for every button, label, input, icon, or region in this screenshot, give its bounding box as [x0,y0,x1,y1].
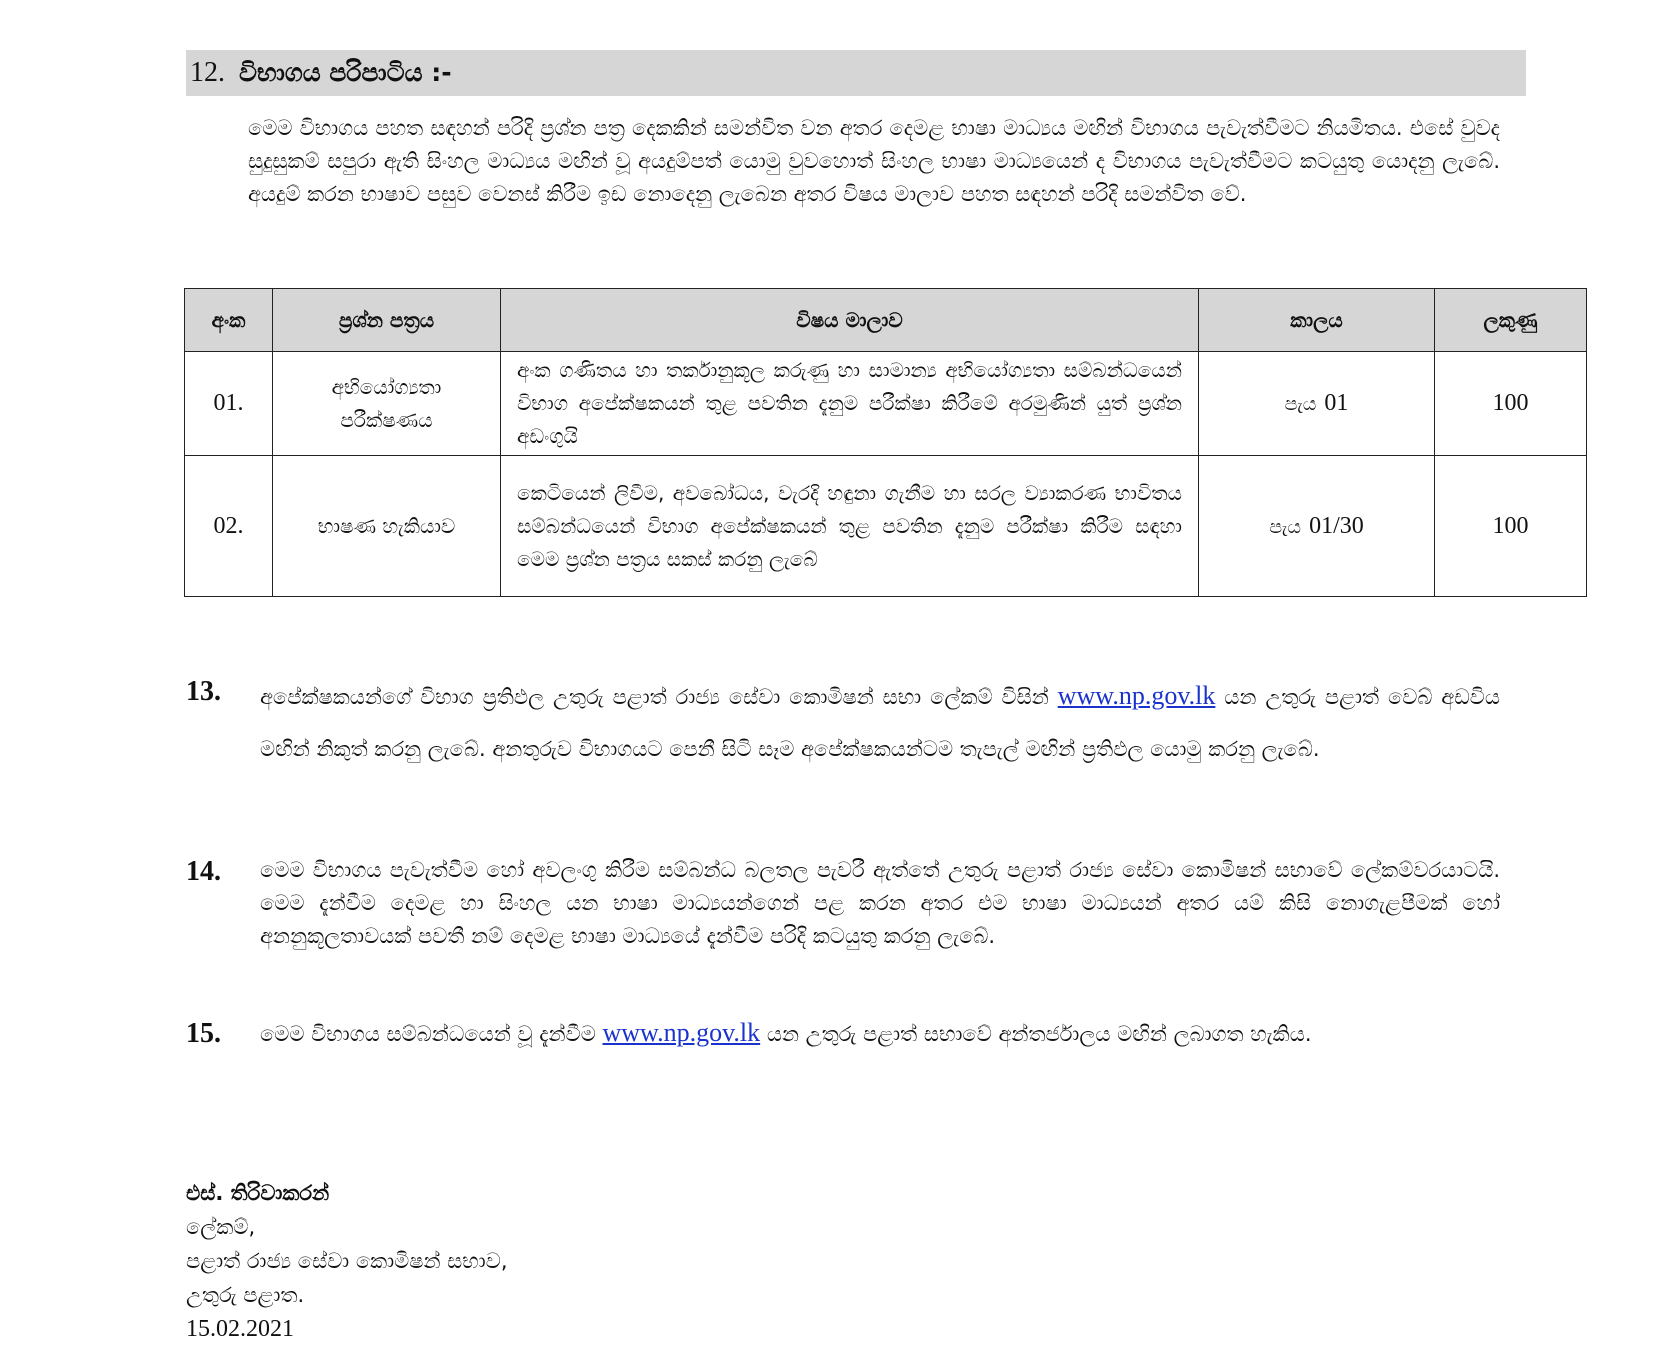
time-value: 01/30 [1309,512,1364,539]
section-14 [186,856,1500,953]
header-marks: ලකුණු [1435,289,1587,352]
signatory-organization: පළාත් රාජ්‍ය සේවා කොමිෂන් සභාව, [186,1249,508,1273]
header-paper: ප්‍රශ්න පත්‍රය [273,289,501,352]
section-15 [186,1018,1500,1051]
signature-block [186,1176,508,1346]
header-syllabus: විෂය මාලාව [501,289,1199,352]
section-12-title: විභාගය පරිපාටිය :- [239,58,452,87]
signatory-name: එස්. තිරිවාකරන් [186,1181,330,1205]
section-14-text: මෙම විභාගය පැවැත්වීම හෝ අවලංගු කිරීම සම්බන්ධ බලතල පැවරී ඇත්තේ උතුරු පළාත් රාජ්‍ය සේවා කොමිෂන් සභාවේ ලේකම්වරයාටයි. මෙම දැන්වීම දෙමළ හා සිංහල යන භාෂා මාධ්‍යයන්ගෙන් පළ කරන අතර එම භාෂා මාධ්‍යයන් අතර යම් කිසි නොගැළපීමක් හෝ අනනුකූලතාවයක් පවතී නම් දෙමළ භාෂා මාධ්‍යයේ දැන්වීම පරිදි කටයුතු කරනු ලැබේ. [260,858,1500,948]
website-link[interactable]: www.np.gov.lk [602,1018,761,1047]
signatory-province: උතුරු පළාත. [186,1283,305,1307]
section-12-number: 12. [190,57,225,88]
section-13-text [260,670,1500,775]
section-13-number: 13. [186,676,221,707]
time-value: 01 [1324,390,1349,416]
signatory-title: ලේකම්, [186,1215,256,1239]
table-row [185,456,1587,597]
row-time [1199,456,1435,597]
section-15-text [260,1016,1500,1051]
row-paper: භාෂණ හැකියාව [273,456,501,597]
row-paper: අභියෝග්‍යතා පරීක්ෂණය [273,352,501,456]
exam-schedule-table [184,288,1587,597]
section-15-text-after: යන උතුරු පළාත් සභාවේ අන්තර්ජාලය මඟින් ලබාගත හැකිය. [760,1022,1312,1046]
row-marks: 100 [1435,456,1587,597]
section-15-text-before: මෙම විභාගය සම්බන්ධයෙන් වූ දැන්වීම [260,1022,603,1046]
section-12-intro: මෙම විභාගය පහත සඳහන් පරිදි ප්‍රශ්න පත්‍ර දෙකකින් සමන්විත වන අතර දෙමළ භාෂා මාධ්‍යය මඟින් විභාගය පැවැත්වීමට නියමිතය. එසේ වුවද සුදුසුකම් සපුරා ඇති සිංහල මාධ්‍යය මඟින් වූ අයදුම්පත් යොමු වුවහොත් සිංහල භාෂා මාධ්‍යයෙන් ද විභාගය පැවැත්වීමට කටයුතු යොදනු ලැබේ. අයදුම් කරන භාෂාව පසුව වෙනස් කිරීම ඉඩ නොදෙනු ලැබෙන අතර විෂය මාලාව පහත සඳහන් පරිදි සමන්විත වේ. [248,116,1500,206]
header-number: අංක [185,289,273,352]
section-13-text-before: අපේක්ෂකයන්ගේ විභාග ප්‍රතිඵල උතුරු පළාත් රාජ්‍ය සේවා කොමිෂන් සභා ලේකම් විසින් [260,685,1058,709]
table-header-row [185,289,1587,352]
section-12-heading [186,50,1526,96]
row-syllabus: කෙටියෙන් ලිවීම, අවබෝධය, වැරදි හඳුනා ගැනීම හා සරල ව්‍යාකරණ භාවිතය සම්බන්ධයෙන් විභාග අපේක්ෂකයන් තුළ පවතින දැනුම පරීක්ෂා කිරීම සඳහා මෙම ප්‍රශ්න පත්‍රය සකස් කරනු ලැබේ [501,456,1199,597]
section-15-number: 15. [186,1018,221,1049]
row-number: 02. [185,456,273,597]
table-row [185,352,1587,456]
time-unit: පැය [1269,515,1302,538]
row-marks: 100 [1435,352,1587,456]
row-number: 01. [185,352,273,456]
signature-date: 15.02.2021 [186,1316,294,1342]
row-syllabus: අංක ගණිතය හා තර්කානුකූල කරුණු හා සාමාන්‍ය අභියෝග්‍යතා සම්බන්ධයෙන් විභාග අපේක්ෂකයන් තුළ පවතින දැනුම පරීක්ෂා කිරීමේ අරමුණින් යුත් ප්‍රශ්න අඩංගුයි [501,352,1199,456]
website-link[interactable]: www.np.gov.lk [1057,681,1216,710]
header-time: කාලය [1199,289,1435,352]
row-time [1199,352,1435,456]
section-14-number: 14. [186,856,221,887]
time-unit: පැය [1284,393,1317,415]
section-13-text-after: යන උතුරු පළාත් වෙබ් අඩවිය මඟින් නිකුත් කරනු ලැබේ. අනතුරුව විභාගයට පෙනී සිටි සෑම අපේක්ෂකයන්ටම තැපැල් මඟින් ප්‍රතිඵල යොමු කරනු ලැබේ. [260,685,1500,761]
section-13 [186,676,1500,775]
